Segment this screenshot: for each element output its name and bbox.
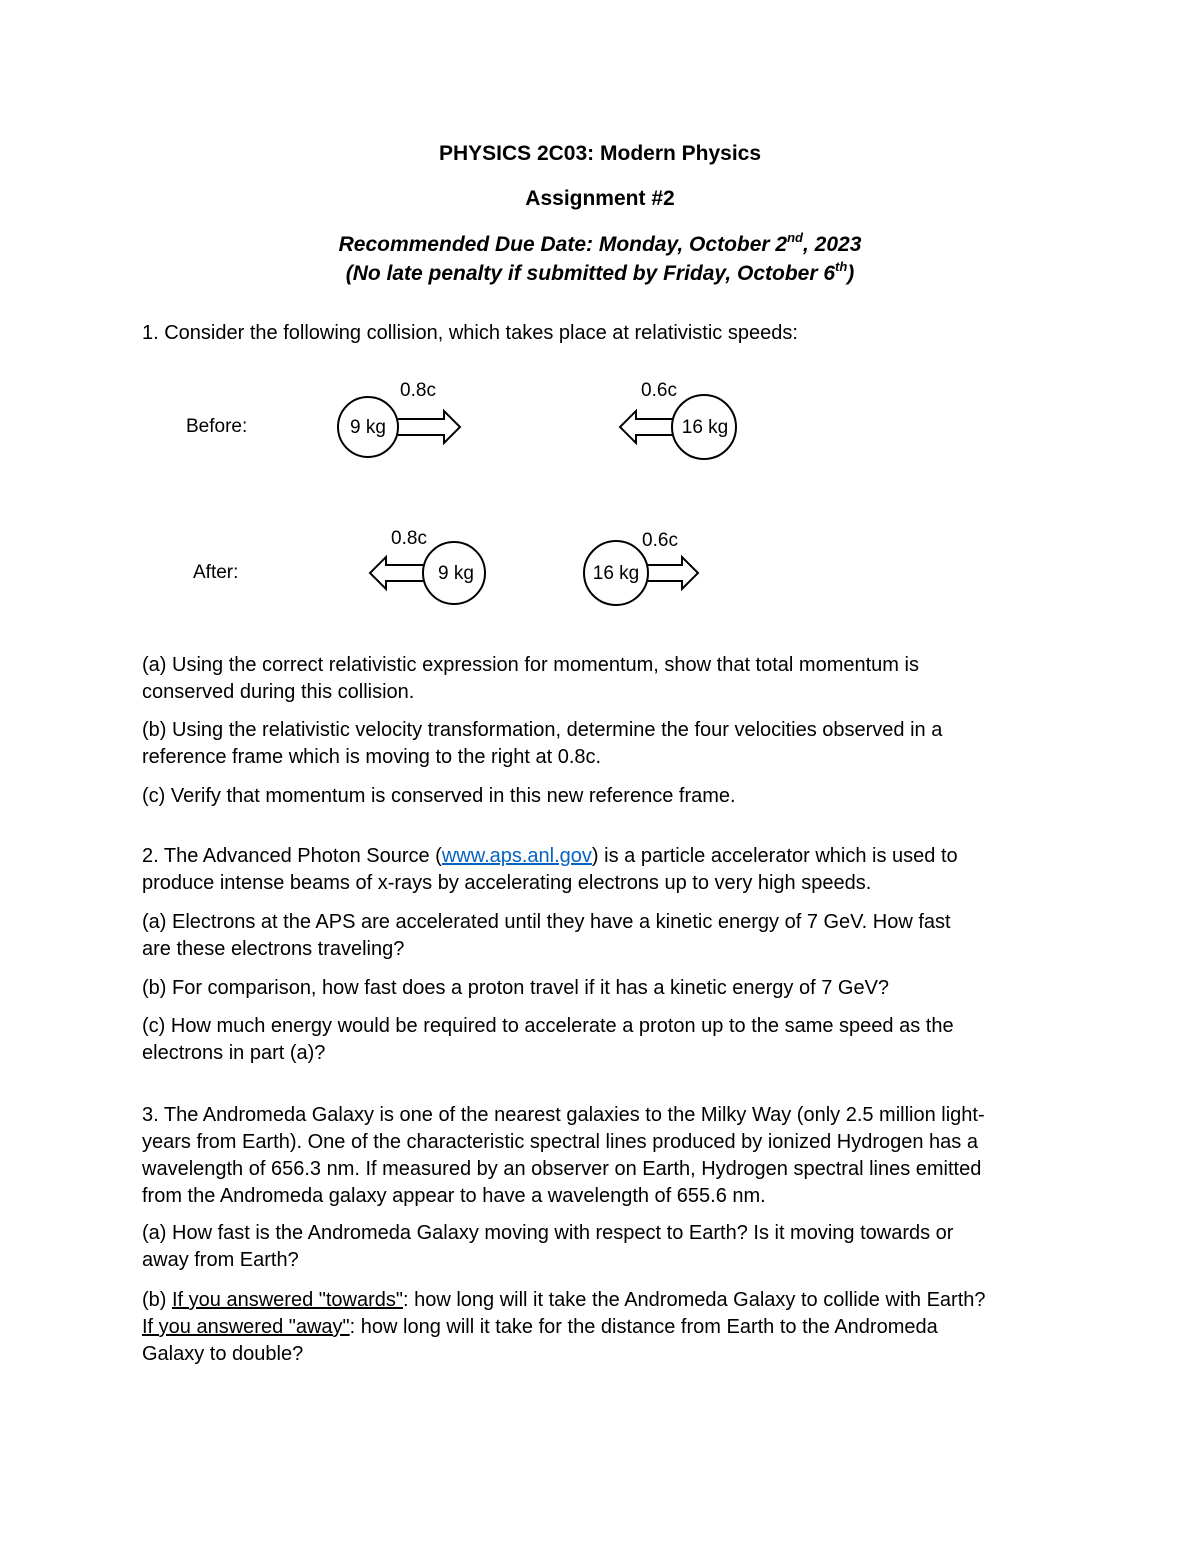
q3-part-b: (b) If you answered "towards": how long will it take the Andromeda Galaxy to collide with Earth? If you answered "away": how long will it take for the distance from Earth to the Andromeda Galaxy to double?: [142, 1289, 986, 1365]
q3-intro: 3. The Andromeda Galaxy is one of the nearest galaxies to the Milky Way (only 2.5 million light- years from Earth). One of the characteristic spectral lines produced by ionized Hydrogen has a wavelength of 656.3 nm. If measured by an observer on Earth, Hydrogen spectral lines emitted from the Andromeda galaxy appear to have a wavelength of 655.6 nm.: [142, 1104, 985, 1207]
before-left-mass: 9 kg: [350, 417, 386, 438]
before-left-speed: 0.8c: [400, 380, 436, 401]
q2-part-b: (b) For comparison, how fast does a proton travel if it has a kinetic energy of 7 GeV?: [142, 977, 890, 999]
after-label: After:: [193, 562, 239, 583]
q1-part-c: (c) Verify that momentum is conserved in this new reference frame.: [142, 785, 736, 807]
after-right-speed: 0.6c: [642, 530, 678, 551]
collision-diagram: [0, 360, 1200, 620]
aps-link[interactable]: www.aps.anl.gov: [441, 845, 592, 867]
before-right-mass: 16 kg: [681, 417, 729, 438]
q2-part-c: (c) How much energy would be required to accelerate a proton up to the same speed as the electrons in part (a)?: [142, 1015, 954, 1064]
assignment-title: Assignment #2: [525, 187, 675, 210]
before-right-arrow: [398, 411, 460, 443]
late-penalty-note: (No late penalty if submitted by Friday, October 6th): [345, 259, 855, 285]
after-right-arrow: [648, 557, 698, 589]
before-right-speed: 0.6c: [641, 380, 677, 401]
before-label: Before:: [186, 416, 248, 437]
q3-part-a: (a) How fast is the Andromeda Galaxy moving with respect to Earth? Is it moving towards or away from Earth?: [142, 1222, 954, 1271]
due-date: Recommended Due Date: Monday, October 2nd, 2023: [338, 230, 862, 256]
after-left-mass: 9 kg: [438, 563, 474, 584]
q1-intro: 1. Consider the following collision, which takes place at relativistic speeds:: [142, 322, 798, 344]
q2-intro: 2. The Advanced Photon Source (www.aps.anl.gov) is a particle accelerator which is used to produce intense beams of x-rays by accelerating electrons up to very high speeds.: [142, 845, 958, 894]
after-left-speed: 0.8c: [391, 528, 427, 549]
after-left-arrow: [370, 557, 423, 589]
before-left-arrow: [620, 411, 672, 443]
after-right-mass: 16 kg: [592, 563, 640, 584]
q2-part-a: (a) Electrons at the APS are accelerated until they have a kinetic energy of 7 GeV. How fast are these electrons traveling?: [142, 911, 951, 960]
q1-part-b: (b) Using the relativistic velocity transformation, determine the four velocities observed in a reference frame which is moving to the right at 0.8c.: [142, 719, 943, 768]
course-title: PHYSICS 2C03: Modern Physics: [438, 142, 762, 165]
q1-part-a: (a) Using the correct relativistic expression for momentum, show that total momentum is conserved during this collision.: [142, 654, 919, 703]
